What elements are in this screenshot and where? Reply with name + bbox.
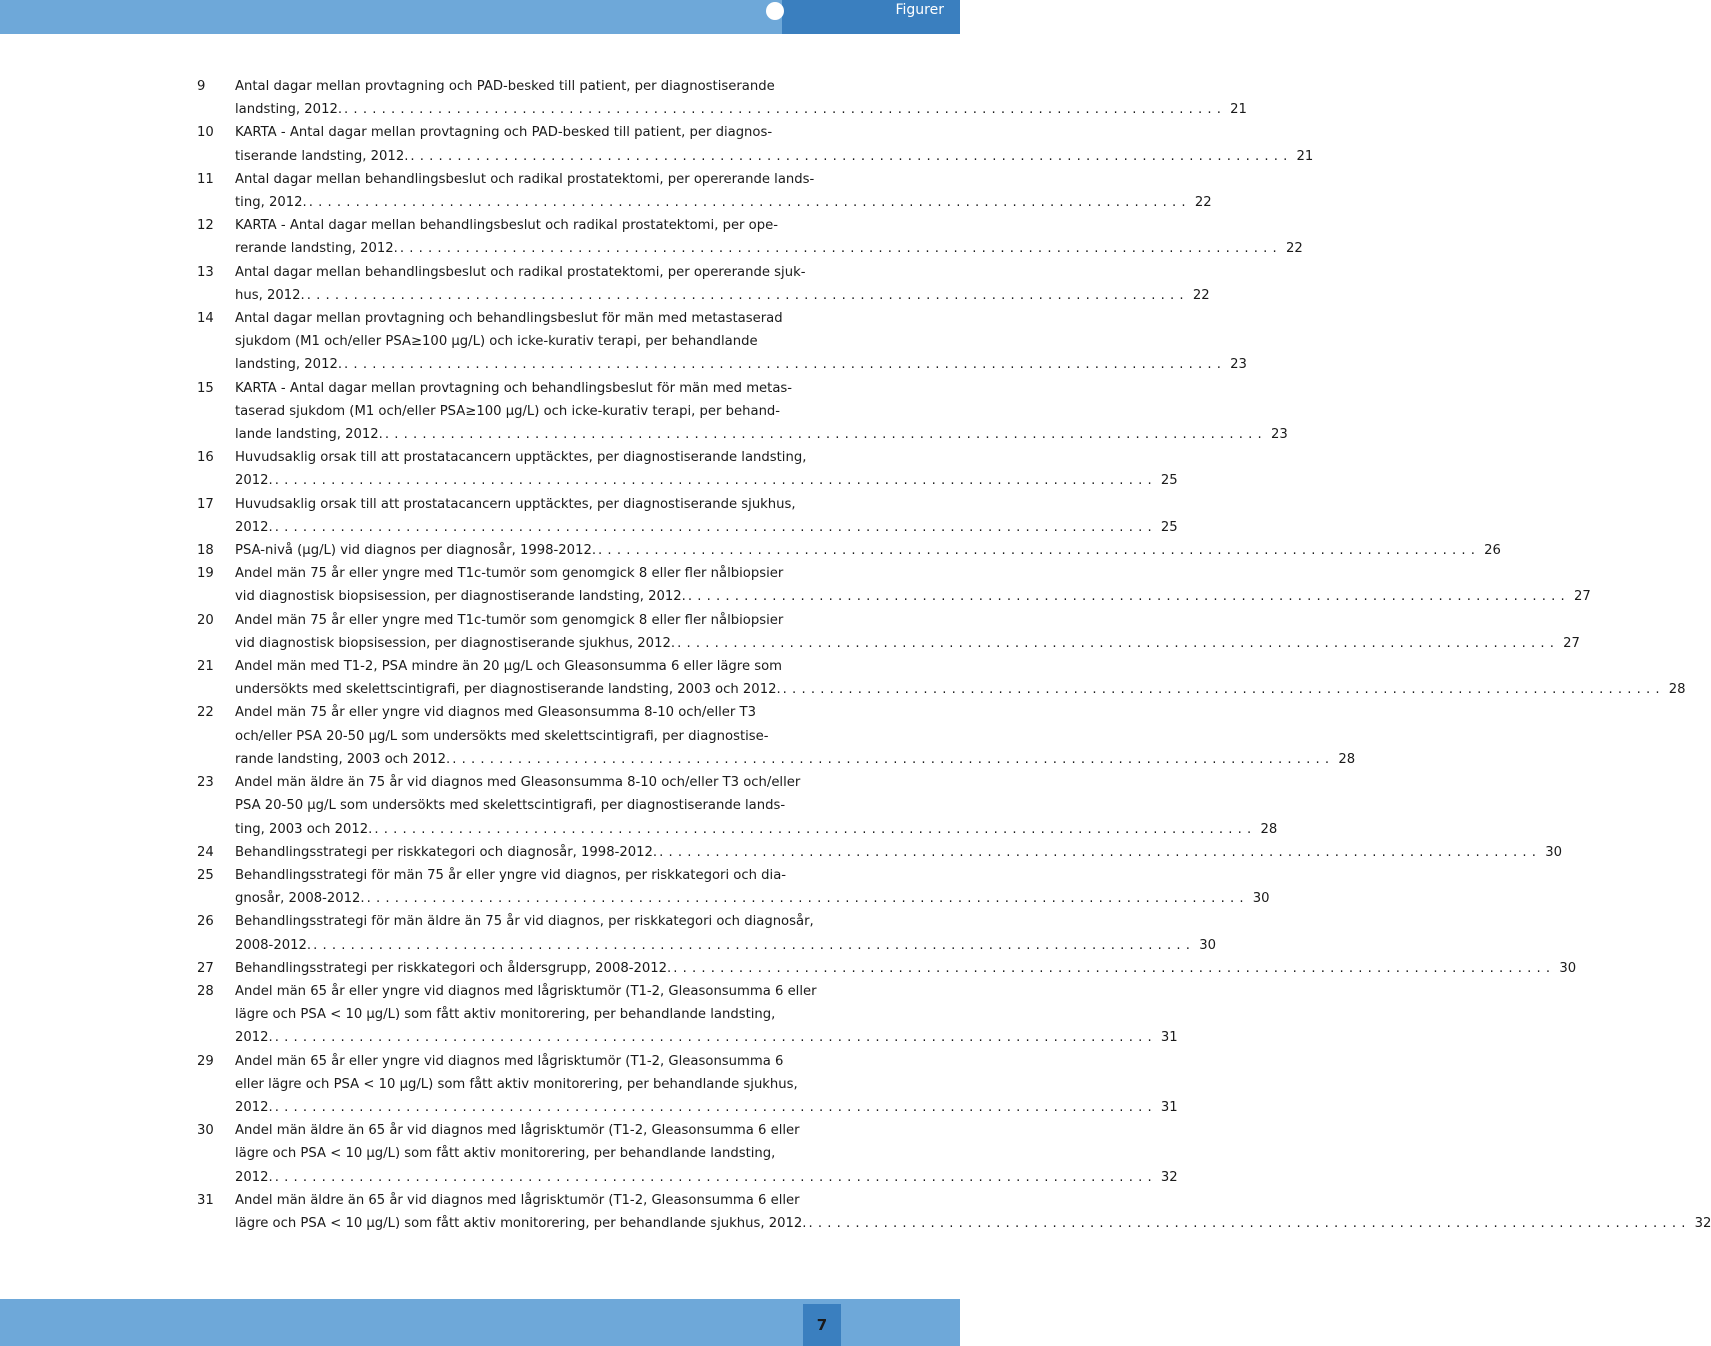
entry-title-text: 2012. (235, 519, 273, 535)
entry-title-text: Behandlingsstrategi per riskkategori och diagnosår, 1998-2012. (235, 844, 658, 860)
entry-title-text: Andel män 65 år eller yngre vid diagnos med lågrisktumör (T1-2, Gleasonsumma 6 eller (235, 983, 817, 999)
entry-line (235, 701, 1355, 724)
entry-title-text: PSA 20-50 μg/L som undersökts med skelettscintigrafi, per diagnostiserande lands- (235, 798, 786, 814)
entry-line (235, 1073, 1178, 1096)
toc-entry[interactable] (197, 307, 1247, 377)
page-ref[interactable]: 25 (1160, 473, 1178, 489)
entry-body (235, 864, 1270, 910)
entry-line (235, 1142, 1178, 1165)
figure-number: 21 (197, 659, 214, 675)
entry-title-text: undersökts med skelettscintigrafi, per diagnostiserande landsting, 2003 och 2012. (235, 682, 781, 698)
entry-title-text: 2012. (235, 1169, 273, 1185)
entry-title-text: Huvudsaklig orsak till att prostatacancern upptäcktes, per diagnostiserande landsting, (235, 450, 807, 466)
section-label: Figurer (895, 2, 944, 18)
entry-title-text: KARTA - Antal dagar mellan provtagning och PAD-besked till patient, per diagnos- (235, 125, 773, 141)
toc-entry[interactable] (197, 493, 1178, 539)
entry-line (235, 980, 1178, 1003)
entry-title-text: PSA-nivå (μg/L) vid diagnos per diagnosår, 1998-2012. (235, 543, 597, 559)
dot-leader (383, 423, 1262, 446)
entry-line (235, 191, 1212, 214)
entry-title-text: sjukdom (M1 och/eller PSA≥100 μg/L) och icke-kurativ terapi, per behandlande (235, 334, 758, 350)
entry-line (235, 748, 1355, 771)
entry-line (235, 214, 1303, 237)
entry-line (235, 609, 1580, 632)
figure-number: 20 (197, 612, 214, 628)
entry-title-text: 2012. (235, 1030, 273, 1046)
entry-body (235, 261, 1210, 307)
dot-leader (273, 1096, 1152, 1119)
entry-title-text: Antal dagar mellan behandlingsbeslut och radikal prostatektomi, per opererande lands- (235, 171, 815, 187)
list-of-figures (197, 75, 1711, 1235)
toc-entry[interactable] (197, 701, 1356, 771)
page-ref[interactable]: 27 (1573, 589, 1591, 605)
entry-line (235, 934, 1216, 957)
entry-title-text: 2008-2012. (235, 937, 312, 953)
entry-line (235, 307, 1247, 330)
entry-title-text: Andel män 75 år eller yngre med T1c-tumör som genomgick 8 eller fler nålbiopsier (235, 566, 784, 582)
entry-title-text: Andel män äldre än 75 år vid diagnos med Gleasonsumma 8-10 och/eller T3 och/eller (235, 775, 801, 791)
entry-title-text: Andel män 65 år eller yngre vid diagnos med lågrisktumör (T1-2, Gleasonsumma 6 (235, 1053, 784, 1069)
page-ref[interactable]: 32 (1694, 1215, 1711, 1231)
entry-title-text: Behandlingsstrategi för män 75 år eller yngre vid diagnos, per riskkategori och dia- (235, 867, 787, 883)
figure-number: 15 (197, 380, 214, 396)
page-ref[interactable]: 22 (1285, 241, 1303, 257)
entry-title-text: taserad sjukdom (M1 och/eller PSA≥100 μg/L) och icke-kurativ terapi, per behand- (235, 403, 781, 419)
entry-line (235, 1119, 1178, 1142)
figure-number: 19 (197, 566, 214, 582)
page-ref[interactable]: 21 (1230, 102, 1247, 118)
toc-entry[interactable] (197, 214, 1303, 260)
entry-line (235, 1212, 1711, 1235)
entry-line (235, 655, 1686, 678)
toc-entry[interactable] (197, 539, 1501, 562)
entry-body (235, 214, 1303, 260)
entry-body (235, 121, 1313, 167)
entry-body (235, 609, 1580, 655)
entry-line (235, 353, 1247, 376)
entry-line (235, 261, 1210, 284)
entry-title-text: lägre och PSA < 10 μg/L) som fått aktiv monitorering, per behandlande landsting, (235, 1146, 776, 1162)
entry-line (235, 957, 1576, 980)
entry-body (235, 1189, 1711, 1235)
page-ref[interactable]: 22 (1192, 287, 1210, 303)
toc-entry[interactable] (197, 841, 1562, 864)
entry-title-text: Andel män 75 år eller yngre vid diagnos med Gleasonsumma 8-10 och/eller T3 (235, 705, 756, 721)
entry-body (235, 493, 1178, 539)
entry-title-text: lägre och PSA < 10 μg/L) som fått aktiv monitorering, per behandlande landsting, (235, 1007, 776, 1023)
entry-body (235, 1119, 1178, 1189)
entry-title-text: Andel män 75 år eller yngre med T1c-tumör som genomgick 8 eller fler nålbiopsier (235, 612, 784, 628)
figure-number: 10 (197, 125, 214, 141)
dot-leader (372, 818, 1251, 841)
entry-body (235, 771, 1277, 841)
header-dot-icon (766, 2, 784, 20)
entry-title-text: 2012. (235, 473, 273, 489)
dot-leader (781, 678, 1660, 701)
entry-title-text: landsting, 2012. (235, 102, 343, 118)
toc-entry[interactable] (197, 864, 1270, 910)
page-ref[interactable]: 32 (1160, 1169, 1178, 1185)
entry-line (235, 585, 1591, 608)
page-ref[interactable]: 30 (1559, 960, 1577, 976)
entry-line (235, 1189, 1711, 1212)
entry-title-text: KARTA - Antal dagar mellan behandlingsbeslut och radikal prostatektomi, per ope- (235, 218, 778, 234)
dot-leader (273, 1166, 1152, 1189)
entry-title-text: rerande landsting, 2012. (235, 241, 398, 257)
entry-line (235, 841, 1562, 864)
dot-leader (671, 957, 1550, 980)
page-ref[interactable]: 30 (1199, 937, 1216, 953)
entry-title-text: Andel män med T1-2, PSA mindre än 20 μg/L och Gleasonsumma 6 eller lägre som (235, 659, 783, 675)
dot-leader (273, 1026, 1152, 1049)
entry-line (235, 864, 1270, 887)
toc-entry[interactable] (197, 377, 1288, 447)
entry-line (235, 400, 1288, 423)
toc-entry[interactable] (197, 1050, 1178, 1120)
entry-body (235, 539, 1501, 562)
page-ref[interactable]: 28 (1668, 682, 1686, 698)
entry-line (235, 910, 1216, 933)
toc-entry[interactable] (197, 957, 1577, 980)
entry-line (235, 771, 1277, 794)
entry-line (235, 1026, 1178, 1049)
entry-title-text: Antal dagar mellan provtagning och behandlingsbeslut för män med metastaserad (235, 311, 783, 327)
entry-body (235, 377, 1288, 447)
dot-leader (657, 841, 1536, 864)
entry-body (235, 980, 1178, 1050)
entry-line (235, 794, 1277, 817)
entry-line (235, 1050, 1178, 1073)
page-ref[interactable]: 23 (1230, 357, 1247, 373)
entry-title-text: tiserande landsting, 2012. (235, 148, 409, 164)
entry-body (235, 307, 1247, 377)
dot-leader (273, 516, 1152, 539)
entry-title-text: Behandlingsstrategi för män äldre än 75 år vid diagnos, per riskkategori och diagnosår, (235, 914, 814, 930)
dot-leader (342, 98, 1221, 121)
page-ref[interactable]: 30 (1545, 844, 1562, 860)
entry-line (235, 75, 1247, 98)
entry-line (235, 516, 1178, 539)
entry-title-text: eller lägre och PSA < 10 μg/L) som fått aktiv monitorering, per behandlande sjukhus, (235, 1076, 798, 1092)
entry-title-text: ting, 2012. (235, 195, 307, 211)
page-number: 7 (803, 1304, 841, 1346)
figure-number: 9 (197, 79, 206, 94)
toc-entry[interactable] (197, 910, 1216, 956)
entry-line (235, 469, 1178, 492)
entry-title-text: Behandlingsstrategi per riskkategori och åldersgrupp, 2008-2012. (235, 960, 672, 976)
figure-number: 14 (197, 311, 214, 327)
entry-line (235, 818, 1277, 841)
entry-line (235, 632, 1580, 655)
dot-leader (311, 934, 1190, 957)
entry-line (235, 887, 1270, 910)
toc-entry[interactable] (197, 980, 1178, 1050)
figure-number: 18 (197, 543, 214, 559)
entry-title-text: Andel män äldre än 65 år vid diagnos med lågrisktumör (T1-2, Gleasonsumma 6 eller (235, 1192, 800, 1208)
entry-title-text: rande landsting, 2003 och 2012. (235, 751, 451, 767)
entry-line (235, 98, 1247, 121)
entry-title-text: hus, 2012. (235, 287, 305, 303)
figure-number: 24 (197, 844, 214, 860)
page-ref[interactable]: 28 (1260, 821, 1278, 837)
figure-number: 11 (197, 171, 214, 187)
entry-line (235, 284, 1210, 307)
entry-title-text: Andel män äldre än 65 år vid diagnos med lågrisktumör (T1-2, Gleasonsumma 6 eller (235, 1123, 800, 1139)
entry-title-text: Antal dagar mellan behandlingsbeslut och radikal prostatektomi, per opererande sjuk- (235, 264, 806, 280)
toc-entry[interactable] (197, 1119, 1178, 1189)
toc-entry[interactable] (197, 261, 1210, 307)
entry-line (235, 446, 1178, 469)
entry-title-text: landsting, 2012. (235, 357, 343, 373)
entry-line (235, 562, 1591, 585)
entry-title-text: vid diagnostisk biopsisession, per diagnostiserande sjukhus, 2012. (235, 635, 676, 651)
toc-entry[interactable] (197, 75, 1247, 121)
entry-title-text: vid diagnostisk biopsisession, per diagnostiserande landsting, 2012. (235, 589, 686, 605)
entry-body (235, 562, 1591, 608)
figure-number: 25 (197, 867, 214, 883)
entry-line (235, 377, 1288, 400)
entry-body (235, 446, 1178, 492)
entry-title-text: 2012. (235, 1099, 273, 1115)
figure-number: 30 (197, 1123, 214, 1139)
entry-title-text: gnosår, 2008-2012. (235, 891, 365, 907)
dot-leader (807, 1212, 1686, 1235)
entry-line (235, 1166, 1178, 1189)
figure-number: 12 (197, 218, 214, 234)
page-ref[interactable]: 30 (1252, 891, 1270, 907)
entry-body (235, 910, 1216, 956)
figure-number: 27 (197, 960, 214, 976)
figure-number: 22 (197, 705, 214, 721)
entry-title-text: Huvudsaklig orsak till att prostatacancern upptäcktes, per diagnostiserande sjukhus, (235, 496, 796, 512)
page-ref[interactable]: 26 (1484, 543, 1501, 559)
entry-body (235, 841, 1562, 864)
entry-line (235, 725, 1355, 748)
figure-number: 13 (197, 264, 214, 280)
entry-title-text: KARTA - Antal dagar mellan provtagning och behandlingsbeslut för män med metas- (235, 380, 793, 396)
page-ref[interactable]: 25 (1160, 519, 1178, 535)
entry-title-text: lande landsting, 2012. (235, 427, 383, 443)
entry-title-text: ting, 2003 och 2012. (235, 821, 373, 837)
dot-leader (342, 353, 1221, 376)
entry-line (235, 1096, 1178, 1119)
page-ref[interactable]: 31 (1160, 1030, 1178, 1046)
page-ref[interactable]: 22 (1194, 195, 1212, 211)
dot-leader (686, 585, 1565, 608)
page-ref[interactable]: 31 (1160, 1099, 1178, 1115)
dot-leader (365, 887, 1244, 910)
entry-line (235, 678, 1686, 701)
toc-entry[interactable] (197, 1189, 1711, 1235)
figure-number: 28 (197, 983, 214, 999)
figure-number: 23 (197, 775, 214, 791)
toc-entry[interactable] (197, 121, 1314, 167)
figure-number: 31 (197, 1192, 214, 1208)
entry-line (235, 493, 1178, 516)
entry-line (235, 539, 1501, 562)
dot-leader (408, 145, 1287, 168)
entry-line (235, 237, 1303, 260)
entry-body (235, 655, 1686, 701)
page-ref[interactable]: 27 (1563, 635, 1580, 651)
toc-entry[interactable] (197, 609, 1580, 655)
entry-title-text: lägre och PSA < 10 μg/L) som fått aktiv monitorering, per behandlande sjukhus, 2012. (235, 1215, 807, 1231)
entry-body (235, 168, 1212, 214)
dot-leader (307, 191, 1186, 214)
dot-leader (596, 539, 1475, 562)
entry-title-text: Antal dagar mellan provtagning och PAD-besked till patient, per diagnostiserande (235, 79, 775, 94)
entry-line (235, 1003, 1178, 1026)
entry-line (235, 121, 1313, 144)
dot-leader (675, 632, 1554, 655)
dot-leader (450, 748, 1329, 771)
dot-leader (305, 284, 1184, 307)
toc-entry[interactable] (197, 655, 1686, 701)
entry-body (235, 75, 1247, 121)
toc-entry[interactable] (197, 562, 1591, 608)
entry-body (235, 701, 1355, 771)
toc-entry[interactable] (197, 771, 1278, 841)
page-ref[interactable]: 21 (1296, 148, 1314, 164)
figure-number: 16 (197, 450, 214, 466)
dot-leader (273, 469, 1152, 492)
entry-line (235, 145, 1313, 168)
entry-line (235, 423, 1288, 446)
dot-leader (398, 237, 1277, 260)
page-ref[interactable]: 28 (1338, 751, 1356, 767)
entry-line (235, 330, 1247, 353)
entry-title-text: och/eller PSA 20-50 μg/L som undersökts med skelettscintigrafi, per diagnostise- (235, 728, 769, 744)
figure-number: 26 (197, 914, 214, 930)
entry-line (235, 168, 1212, 191)
figure-number: 29 (197, 1053, 214, 1069)
entry-body (235, 957, 1576, 980)
entry-body (235, 1050, 1178, 1120)
toc-entry[interactable] (197, 168, 1212, 214)
figure-number: 17 (197, 496, 214, 512)
toc-entry[interactable] (197, 446, 1178, 492)
page-ref[interactable]: 23 (1270, 427, 1288, 443)
